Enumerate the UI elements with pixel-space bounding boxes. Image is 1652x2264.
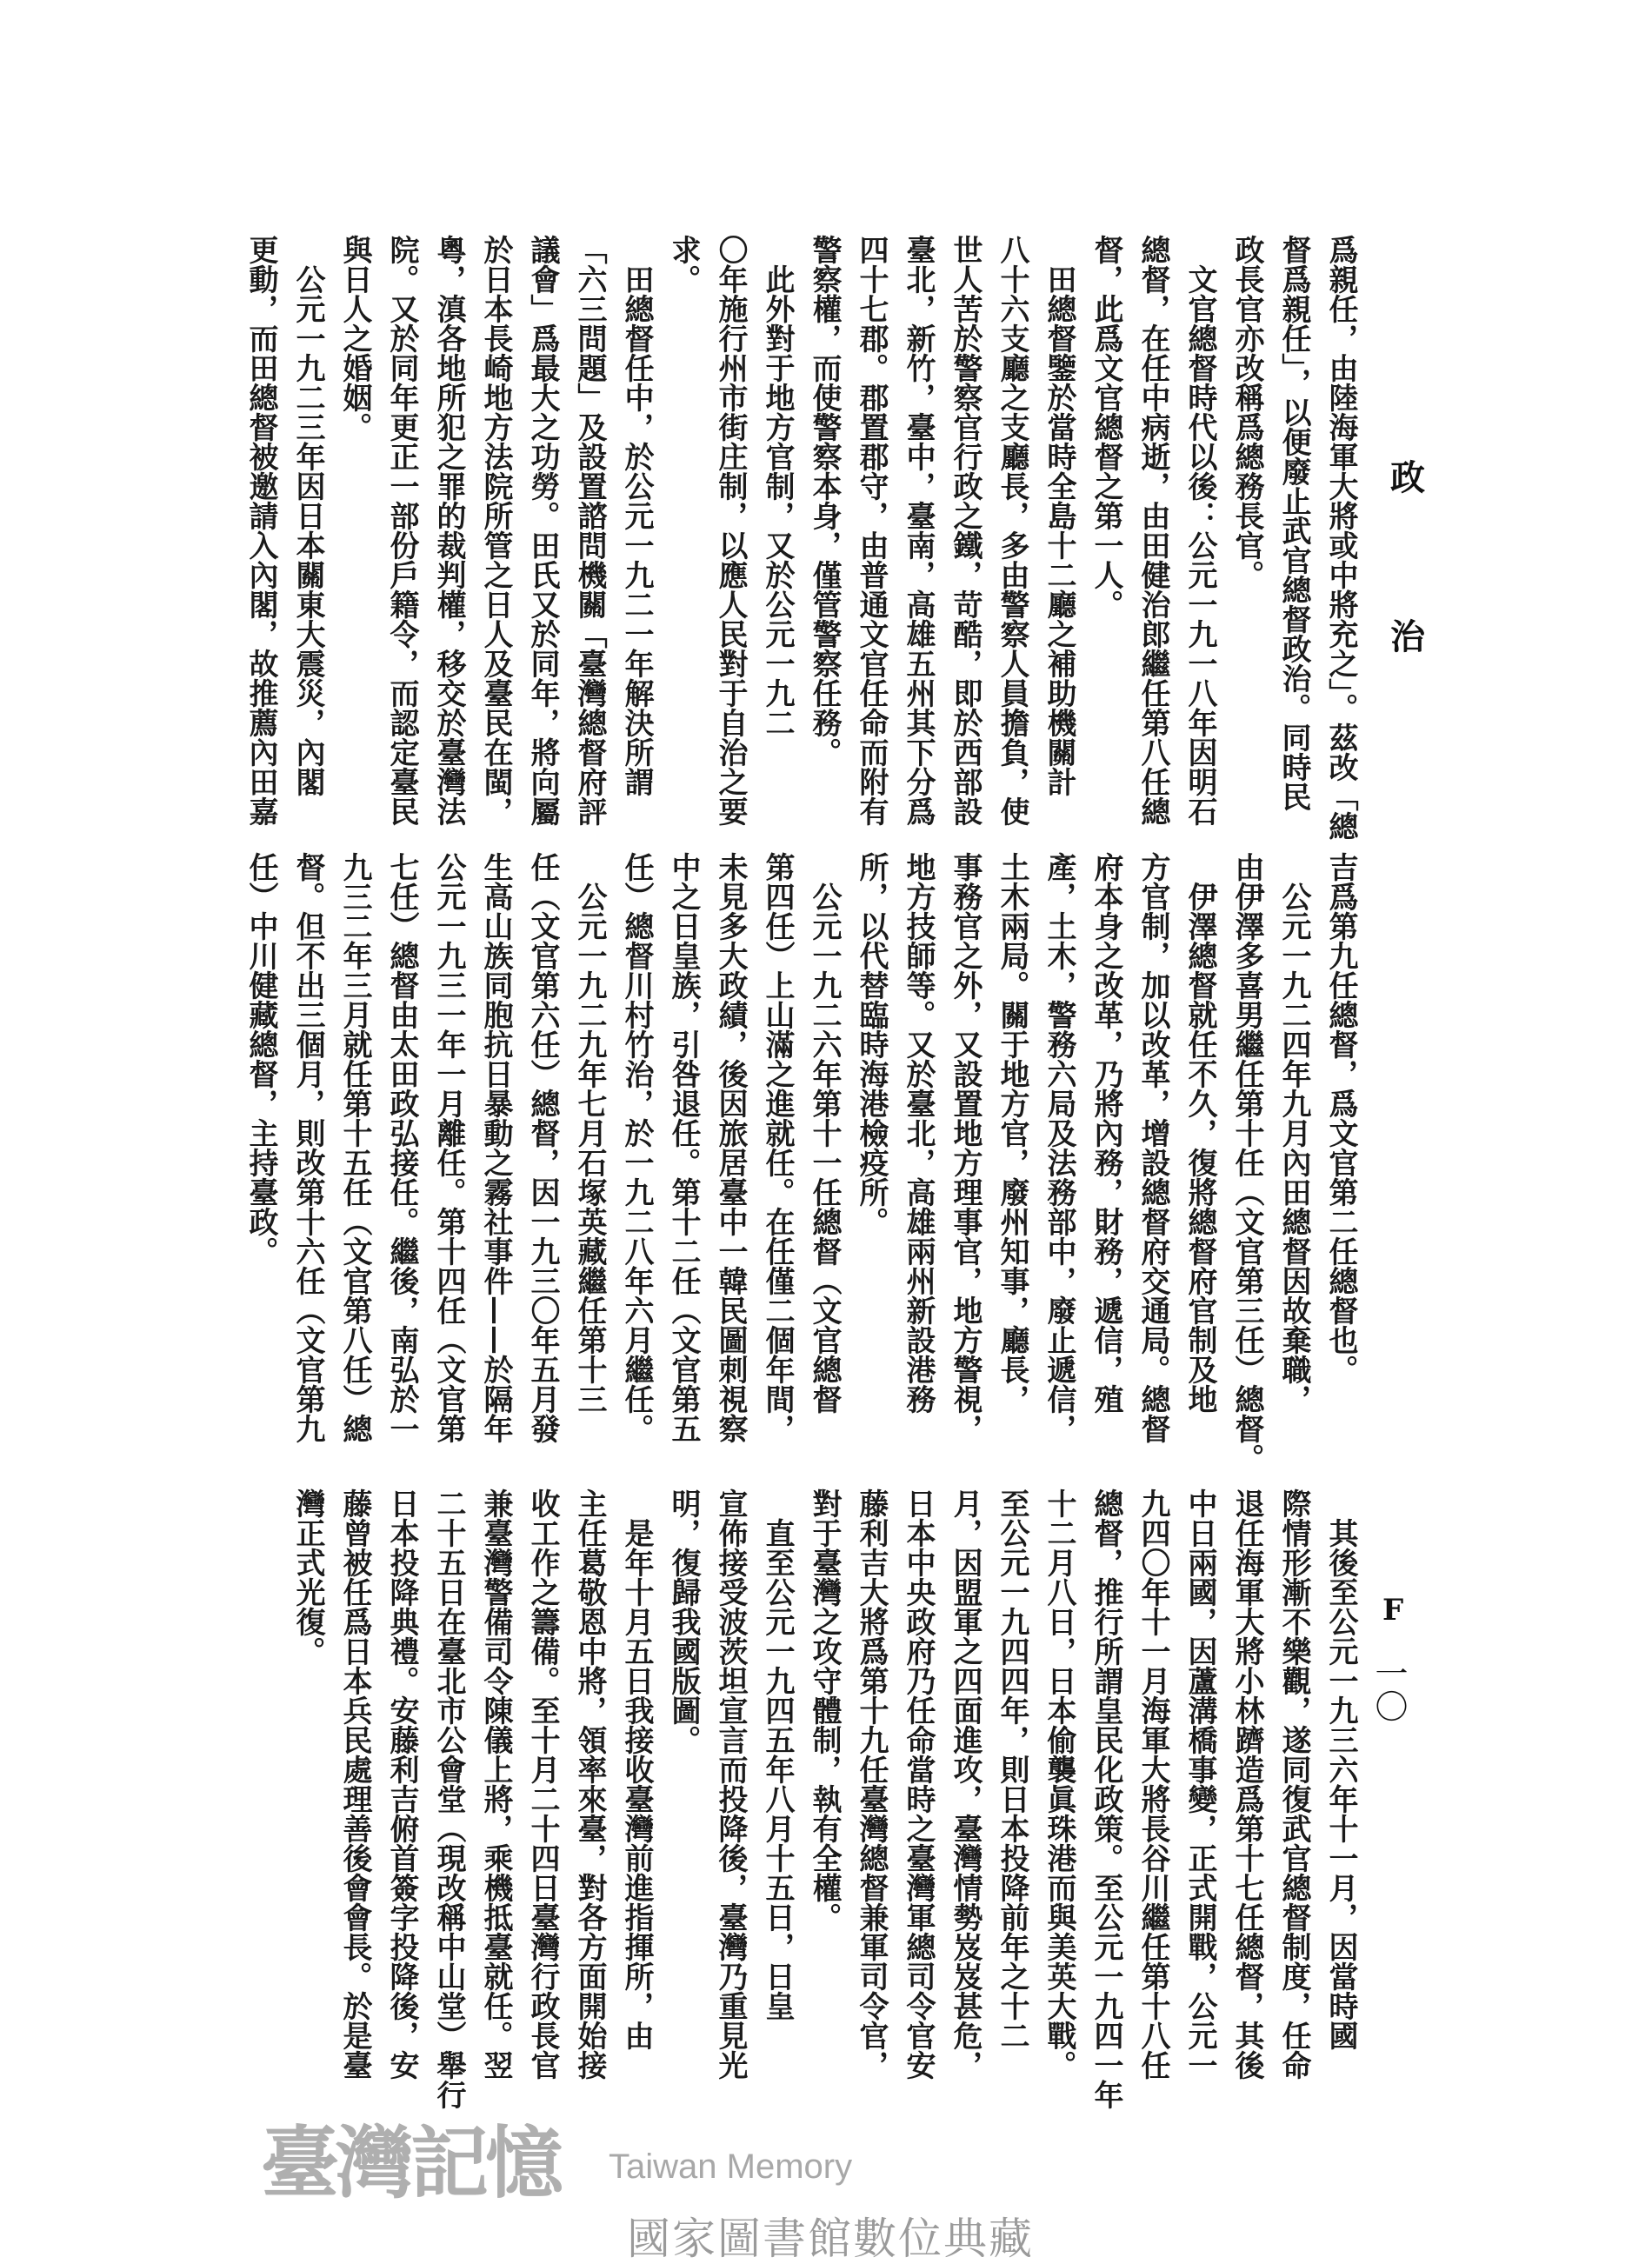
- text-column: 由伊澤多喜男繼任第十任（文官第三任）總督。: [1229, 852, 1264, 1473]
- text-column: 與日人之婚姻。: [337, 235, 372, 442]
- text-column: 總督，在任中病逝，由田健治郎繼任第八任總: [1136, 235, 1170, 826]
- text-column: 「六三問題」及設置諮問機關「臺灣總督府評: [572, 235, 607, 826]
- text-column: 任）中川健藏總督，主持臺政。: [243, 852, 278, 1266]
- text-column: 爲親任，由陸海軍大將或中將充之」。茲改「總: [1323, 235, 1358, 841]
- text-tier-bottom: [284, 1488, 1364, 2114]
- text-column: 際情形漸不樂觀，遂同復武官總督制度，任命: [1276, 1488, 1311, 2080]
- text-column: 臺北，新竹，臺中，臺南，高雄五州其下分爲: [901, 235, 936, 826]
- text-column: 求。: [666, 235, 701, 294]
- text-column: 中之日皇族，引咎退任。第十二任（文官第五: [666, 852, 701, 1443]
- text-column: 地方技師等。又於臺北，高雄兩州新設港務: [901, 852, 936, 1414]
- text-column: 是年十月五日我接收臺灣前進指揮所，由: [619, 1488, 654, 2050]
- text-column: 更動，而田總督被邀請入內閣，故推薦內田嘉: [243, 235, 278, 826]
- text-column: 產，土木，警務六局及法務部中，廢止遞信，: [1042, 852, 1076, 1443]
- text-column: 藤利吉大將爲第十九任臺灣總督兼軍司令官，: [854, 1488, 889, 2080]
- text-column: 公元一九二六年第十一任總督（文官總督: [807, 852, 842, 1414]
- text-column: 未見多大政績，後因旅居臺中一韓民圖刺視察: [713, 852, 748, 1443]
- text-column: 收工作之籌備。至十月二十四日臺灣行政長官: [525, 1488, 560, 2080]
- text-column: 事務官之外，又設置地方理事官，地方警視，: [948, 852, 983, 1443]
- taiwan-memory-watermark-logo: 臺灣記憶: [261, 2117, 560, 2209]
- text-column: 中日兩國，因蘆溝橋事變，正式開戰，公元一: [1182, 1488, 1217, 2080]
- text-column: 任（文官第六任）總督，因一九三〇年五月發: [525, 852, 560, 1443]
- text-column: 至公元一九四四年，則日本投降前年之十二: [995, 1488, 1029, 2050]
- text-column: 世人苦於警察官行政之鐵，苛酷，即於西部設: [948, 235, 983, 826]
- text-column: 督，此爲文官總督之第一人。: [1089, 235, 1123, 619]
- text-column: 任）總督川村竹治，於一九二八年六月繼任。: [619, 852, 654, 1443]
- text-column: 灣正式光復。: [290, 1488, 325, 1666]
- text-tier-middle: [237, 852, 1364, 1478]
- text-column: 直至公元一九四五年八月十五日，日皇: [760, 1488, 795, 2021]
- text-column: 月，因盟軍之四面進攻，臺灣情勢岌岌甚危，: [948, 1488, 983, 2080]
- archive-credit-footer: 國家圖書館數位典藏: [627, 2214, 1034, 2264]
- text-column: 兼臺灣警備司令陳儀上將，乘機抵臺就任。翌: [478, 1488, 513, 2080]
- text-column: 公元一九二四年九月內田總督因故棄職，: [1276, 852, 1311, 1414]
- text-column: 土木兩局。關于地方官，廢州知事，廳長，: [995, 852, 1029, 1414]
- text-column: 生高山族同胞抗日暴動之霧社事件——於隔年: [478, 852, 513, 1443]
- text-column: 公元一九二三年因日本關東大震災，內閣: [290, 235, 325, 796]
- text-column: 督。但不出三個月，則改第十六任（文官第九: [290, 852, 325, 1443]
- text-column: 政長官亦改稱爲總務長官。: [1229, 235, 1264, 589]
- text-column: 公元一九二九年七月石塚英藏繼任第十三: [572, 852, 607, 1414]
- text-column: [1176, 235, 1223, 843]
- text-column: 宣佈接受波茨坦宣言而投降後，臺灣乃重見光: [713, 1488, 748, 2080]
- text-column: 所，以代替臨時海港檢疫所。: [854, 852, 889, 1236]
- text-column: 督爲親任」，以便廢止武官總督政治。同時民: [1276, 235, 1311, 811]
- text-column: 伊澤總督就任不久，復將總督府官制及地: [1182, 852, 1217, 1414]
- text-column: 八十六支廳之支廳長，多由警察人員擔負，使: [995, 235, 1029, 826]
- text-column: 明，復歸我國版圖。: [666, 1488, 701, 1755]
- text-column: 院。又於同年更正一部份戶籍令，而認定臺民: [384, 235, 419, 826]
- text-column: 此外對于地方官制，又於公元一九二: [760, 235, 795, 737]
- text-column: 議會」爲最大之功勞。田氏又於同年，將向屬: [525, 235, 560, 826]
- taiwan-memory-watermark-subtitle: Taiwan Memory: [609, 2147, 853, 2186]
- text-column: 吉爲第九任總督，爲文官第二任總督也。: [1323, 852, 1358, 1384]
- text-column: 九三二年三月就任第十五任（文官第八任）總: [337, 852, 372, 1443]
- text-column: 七任）總督由太田政弘接任。繼後，南弘於一: [384, 852, 419, 1443]
- text-column: 府本身之改革，乃將內務，財務，遞信，殖: [1089, 852, 1123, 1414]
- text-column: 四十七郡。郡置郡守，由普通文官任命而附有: [854, 235, 889, 826]
- text-column: 主任葛敬恩中將，領率來臺，對各方面開始接: [572, 1488, 607, 2080]
- section-heading: 文官總督時代以後: [1182, 235, 1217, 501]
- text-column: 十二月八日，日本偷襲眞珠港而與美英大戰。: [1042, 1488, 1076, 2080]
- text-tier-top: [237, 235, 1364, 843]
- text-column: 〇年施行州市街庄制，以應人民對于自治之要: [713, 235, 748, 826]
- section-title-char-2: 治: [1390, 616, 1425, 657]
- column-text: ：公元一九一八年因明石: [1182, 501, 1217, 826]
- text-column: 其後至公元一九三六年十一月，因當時國: [1323, 1488, 1358, 2050]
- text-column: 九四〇年十一月海軍大將長谷川繼任第十八任: [1136, 1488, 1170, 2080]
- text-column: 第四任）上山滿之進就任。在任僅二個年間，: [760, 852, 795, 1443]
- text-column: 公元一九三一年一月離任。第十四任（文官第: [431, 852, 466, 1443]
- section-title-char-1: 政: [1390, 457, 1425, 498]
- text-column: 對于臺灣之攻守體制，執有全權。: [807, 1488, 842, 1932]
- page-prefix: F: [1382, 1593, 1404, 1628]
- page-number: 一〇: [1369, 1656, 1408, 1722]
- text-column: 總督，推行所謂皇民化政策。至公元一九四一年: [1089, 1488, 1123, 2109]
- text-column: 田總督鑒於當時全島十二廳之補助機關計: [1042, 235, 1076, 796]
- text-column: 日本投降典禮。安藤利吉俯首簽字投降後，安: [384, 1488, 419, 2080]
- text-column: 日本中央政府乃任命當時之臺灣軍總司令官安: [901, 1488, 936, 2080]
- text-column: 藤曾被任爲日本兵民處理善後會會長。於是臺: [337, 1488, 372, 2080]
- text-column: 田總督任中，於公元一九二一年解決所謂: [619, 235, 654, 796]
- text-column: 粵，滇各地所犯之罪的裁判權，移交於臺灣法: [431, 235, 466, 826]
- text-column: 退任海軍大將小林躋造爲第十七任總督，其後: [1229, 1488, 1264, 2080]
- text-column: 方官制，加以改革，增設總督府交通局。總督: [1136, 852, 1170, 1443]
- text-column: 警察權，而使警察本身，僅管警察任務。: [807, 235, 842, 767]
- text-column: 二十五日在臺北市公會堂（現改稱中山堂）舉行: [431, 1488, 466, 2109]
- text-column: 於日本長崎地方法院所管之日人及臺民在閩，: [478, 235, 513, 826]
